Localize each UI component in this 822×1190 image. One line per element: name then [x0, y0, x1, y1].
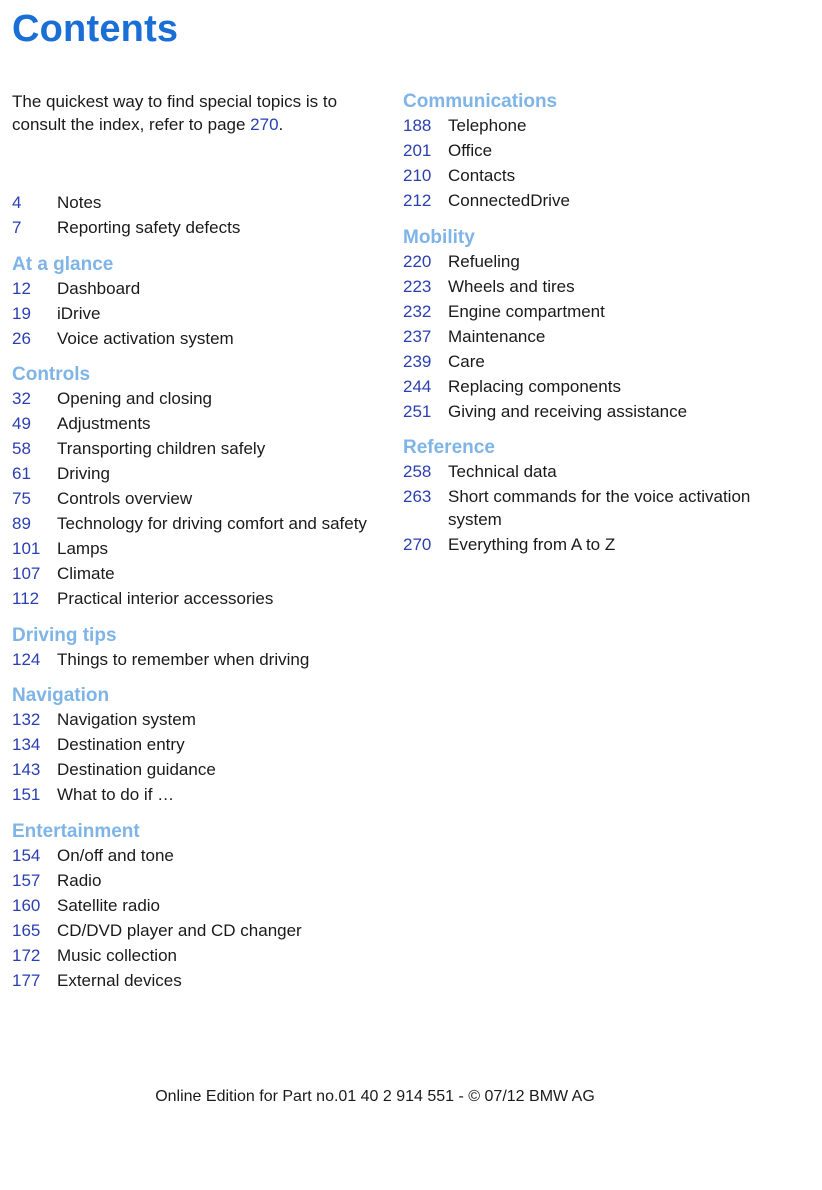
- toc-page-number[interactable]: 7: [12, 218, 22, 237]
- right-toc: [403, 90, 773, 556]
- toc-entry-opening-and-closing[interactable]: [12, 388, 382, 411]
- toc-entry-cd-dvd-player-and-cd-changer[interactable]: [12, 920, 382, 943]
- toc-entry-refueling[interactable]: [403, 251, 773, 274]
- toc-entry-label: ConnectedDrive: [448, 191, 570, 210]
- toc-entry-voice-activation-system[interactable]: [12, 328, 382, 351]
- toc-page-number[interactable]: 239: [403, 351, 432, 371]
- toc-entry-label: Contacts: [448, 166, 516, 185]
- toc-entry-lamps[interactable]: [12, 538, 382, 561]
- toc-entry-controls-overview[interactable]: [12, 488, 382, 511]
- toc-entry-label: Office: [448, 141, 493, 160]
- toc-entry-label: Opening and closing: [57, 389, 213, 408]
- toc-page-number[interactable]: 263: [403, 487, 432, 506]
- toc-entry-label: Music collection: [57, 945, 177, 965]
- toc-entry-label: iDrive: [57, 303, 101, 323]
- toc-page-number[interactable]: 172: [12, 945, 41, 965]
- toc-entry-contacts[interactable]: [403, 165, 773, 188]
- toc-entry-label: External devices: [57, 970, 182, 990]
- toc-entry-wheels-and-tires[interactable]: [403, 276, 773, 299]
- toc-entry-label: Navigation system: [57, 710, 196, 729]
- toc-entry-everything-from-a-to-z[interactable]: [403, 534, 773, 557]
- toc-page-number[interactable]: 232: [403, 301, 432, 321]
- toc-section-general: [12, 192, 382, 240]
- toc-entry-giving-and-receiving-assistance[interactable]: [403, 401, 773, 424]
- toc-entry-replacing-components[interactable]: [403, 376, 773, 399]
- toc-entry-connecteddrive[interactable]: [403, 190, 773, 213]
- toc-page-number[interactable]: 124: [12, 649, 41, 669]
- toc-page-number[interactable]: 177: [12, 970, 41, 990]
- toc-entry-telephone[interactable]: [403, 115, 773, 138]
- toc-entry-label: Destination entry: [57, 735, 185, 754]
- right-column: [403, 90, 773, 569]
- toc-section-reference: [403, 436, 773, 556]
- toc-entry-maintenance[interactable]: [403, 326, 773, 349]
- toc-page-number[interactable]: 32: [12, 389, 31, 408]
- toc-entry-label: Telephone: [448, 116, 527, 135]
- toc-entry-notes[interactable]: [12, 192, 382, 215]
- toc-entry-practical-interior-accessories[interactable]: [12, 588, 382, 611]
- toc-entry-label: Controls overview: [57, 489, 193, 508]
- toc-section-mobility: [403, 226, 773, 424]
- toc-page-number[interactable]: 107: [12, 564, 41, 583]
- toc-page-number[interactable]: 270: [403, 534, 432, 554]
- toc-page-number[interactable]: 61: [12, 464, 31, 483]
- intro-text: [12, 90, 362, 136]
- toc-entry-label: Engine compartment: [448, 301, 605, 321]
- toc-page-number[interactable]: 132: [12, 710, 41, 729]
- toc-page-number[interactable]: 251: [403, 401, 432, 421]
- left-column: [12, 90, 382, 1005]
- toc-page-number[interactable]: 244: [403, 376, 432, 396]
- toc-page-number[interactable]: 188: [403, 116, 432, 135]
- toc-section-controls: [12, 363, 382, 611]
- toc-page-number[interactable]: 237: [403, 326, 432, 346]
- toc-entry-destination-guidance[interactable]: [12, 759, 382, 782]
- toc-entry-what-to-do-if[interactable]: [12, 784, 382, 807]
- toc-page-number[interactable]: 223: [403, 276, 432, 296]
- toc-page-number[interactable]: 143: [12, 760, 41, 779]
- toc-page-number[interactable]: 49: [12, 414, 31, 433]
- toc-entry-satellite-radio[interactable]: [12, 895, 382, 918]
- left-toc: [12, 192, 382, 992]
- toc-entry-radio[interactable]: [12, 870, 382, 893]
- toc-page-number[interactable]: 12: [12, 278, 31, 298]
- toc-entry-label: Lamps: [57, 539, 109, 558]
- toc-section-driving-tips: [12, 624, 382, 672]
- toc-entry-short-commands-for-the-voice-activation-system[interactable]: [403, 486, 773, 531]
- toc-page-number[interactable]: 19: [12, 303, 31, 323]
- toc-page-number[interactable]: 89: [12, 514, 31, 533]
- toc-page-number[interactable]: 151: [12, 785, 41, 804]
- toc-entry-navigation-system[interactable]: [12, 709, 382, 732]
- toc-section-entertainment: [12, 820, 382, 993]
- section-heading: Driving tips: [12, 624, 117, 646]
- toc-entry-label: Giving and receiving assistance: [448, 401, 688, 421]
- toc-entry-engine-compartment[interactable]: [403, 301, 773, 324]
- toc-entry-things-to-remember-when-driving[interactable]: [12, 649, 382, 672]
- toc-entry-label: Maintenance: [448, 326, 546, 346]
- toc-page-number[interactable]: 258: [403, 462, 432, 481]
- toc-entry-label: Wheels and tires: [448, 276, 575, 296]
- toc-entry-on-off-and-tone[interactable]: [12, 845, 382, 868]
- section-heading: Communications: [403, 91, 558, 112]
- toc-entry-label: Technology for driving comfort and safety: [57, 514, 367, 533]
- toc-entry-dashboard[interactable]: [12, 278, 382, 301]
- toc-entry-adjustments[interactable]: [12, 413, 382, 436]
- toc-page-number[interactable]: 160: [12, 895, 41, 915]
- toc-entry-label: Reporting safety defects: [57, 218, 241, 237]
- section-heading: At a glance: [12, 253, 114, 275]
- toc-entry-label: Radio: [57, 870, 102, 890]
- toc-page-number[interactable]: 101: [12, 539, 41, 558]
- toc-entry-office[interactable]: [403, 140, 773, 163]
- toc-entry-destination-entry[interactable]: [12, 734, 382, 757]
- toc-entry-label: Destination guidance: [57, 760, 216, 779]
- toc-entry-label: Adjustments: [57, 414, 151, 433]
- toc-page-number[interactable]: 134: [12, 735, 41, 754]
- toc-entry-label: Refueling: [448, 251, 520, 271]
- section-heading: Reference: [403, 437, 495, 458]
- toc-page-number[interactable]: 220: [403, 251, 432, 271]
- toc-entry-label: Technical data: [448, 462, 557, 481]
- toc-entry-transporting-children-safely[interactable]: [12, 438, 382, 461]
- section-heading: Controls: [12, 364, 91, 385]
- toc-section-at-a-glance: [12, 253, 382, 351]
- toc-page-number[interactable]: 154: [12, 845, 41, 865]
- section-heading: Navigation: [12, 685, 110, 706]
- toc-entry-music-collection[interactable]: [12, 945, 382, 968]
- toc-page-number[interactable]: 157: [12, 870, 41, 890]
- toc-entry-label: Climate: [57, 564, 115, 583]
- toc-entry-label: CD/DVD player and CD changer: [57, 920, 302, 940]
- toc-page-number[interactable]: 4: [12, 193, 22, 212]
- index-page-link[interactable]: 270: [250, 115, 279, 134]
- toc-entry-label: On/off and tone: [57, 845, 174, 865]
- toc-page-number[interactable]: 210: [403, 166, 432, 185]
- toc-page-number[interactable]: 165: [12, 920, 41, 940]
- toc-entry-label: Replacing components: [448, 376, 621, 396]
- toc-entry-technology-for-driving-comfort-and-safety[interactable]: [12, 513, 382, 536]
- toc-entry-label: Everything from A to Z: [448, 534, 616, 554]
- intro-sentence: The quickest way to find special topics is to consult the index, refer to page: [12, 92, 338, 134]
- toc-entry-care[interactable]: [403, 351, 773, 374]
- toc-entry-label: Care: [448, 351, 485, 371]
- toc-entry-label: Practical interior accessories: [57, 589, 274, 608]
- toc-entry-label: Satellite radio: [57, 895, 161, 915]
- toc-entry-label: Things to remember when driving: [57, 649, 310, 669]
- toc-entry-label: Transporting children safely: [57, 439, 266, 458]
- toc-entry-external-devices[interactable]: [12, 970, 382, 993]
- toc-page-number[interactable]: 212: [403, 191, 432, 210]
- section-heading: Mobility: [403, 226, 475, 248]
- toc-entry-driving[interactable]: [12, 463, 382, 486]
- toc-entry-idrive[interactable]: [12, 303, 382, 326]
- toc-page-number[interactable]: 58: [12, 439, 31, 458]
- toc-section-navigation: [12, 684, 382, 807]
- toc-entry-label: Dashboard: [57, 278, 141, 298]
- toc-entry-label: Driving: [57, 464, 110, 483]
- toc-entry-climate[interactable]: [12, 563, 382, 586]
- toc-page-number[interactable]: 75: [12, 489, 31, 508]
- toc-section-communications: [403, 90, 773, 213]
- intro-end: .: [278, 115, 284, 134]
- toc-entry-reporting-safety-defects[interactable]: [12, 217, 382, 240]
- page-title: Contents: [12, 8, 179, 50]
- toc-page-number[interactable]: 201: [403, 141, 432, 160]
- toc-entry-label: Notes: [57, 193, 102, 212]
- toc-entry-label: What to do if …: [57, 785, 175, 804]
- section-heading: Entertainment: [12, 820, 140, 842]
- toc-entry-label: Short commands for the voice activation system: [448, 487, 751, 529]
- toc-entry-label: Voice activation system: [57, 328, 234, 348]
- toc-page-number[interactable]: 26: [12, 328, 31, 348]
- toc-entry-technical-data[interactable]: [403, 461, 773, 484]
- footer-edition-note: Online Edition for Part no.01 40 2 914 551 - © 07/12 BMW AG: [155, 1088, 595, 1105]
- toc-page-number[interactable]: 112: [12, 589, 40, 608]
